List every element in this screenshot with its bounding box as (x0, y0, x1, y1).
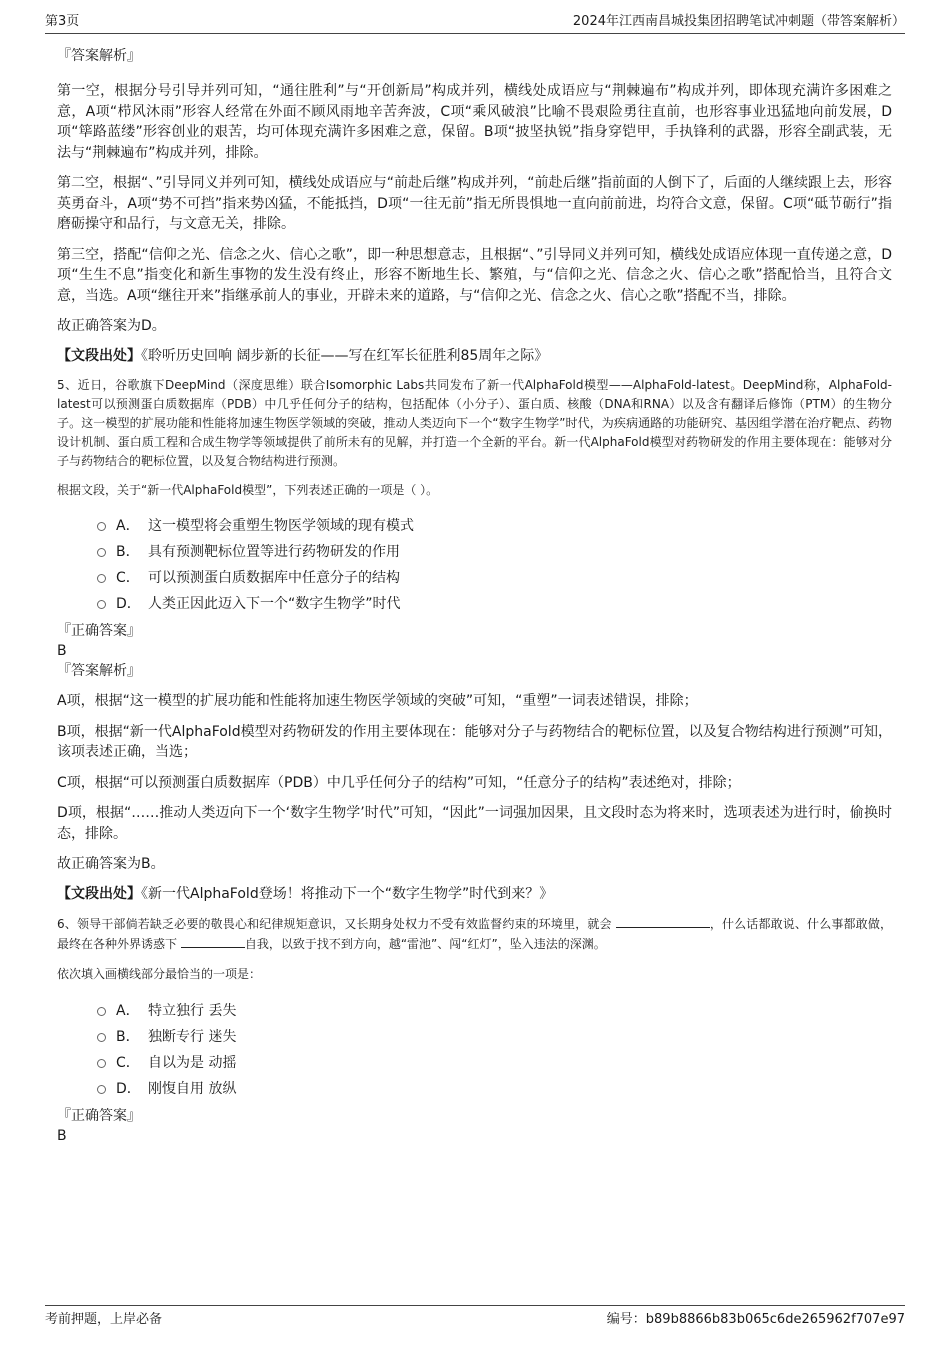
analysis-paragraph-3: 第三空，搭配“信仰之光、信念之火、信心之歌”，即一种思想意志，且根据“、”引导同义并列可知，横线处成语应体现一直传递之意，D项“生生不息”指变化和新生事物的发生没有终止，形容不断地生长、繁殖，与“信仰之光、信念之火、信心之歌”搭配恰当，且符合文意，当选。A项“继往开来”指继承前人的事业，开辟未来的道路，与“信仰之光、信念之火、信心之歌”搭配不当，排除。 (57, 246, 892, 304)
radio-icon[interactable] (97, 548, 106, 557)
analysis-label: 『答案解析』 (57, 663, 141, 679)
option-a[interactable]: A． 特立独行 丢失 (97, 998, 892, 1024)
question-6-prompt: 依次填入画横线部分最恰当的一项是： (57, 967, 262, 981)
source-title: 《新一代AlphaFold登场！将推动下一个“数字生物学”时代到来？》 (141, 886, 554, 902)
analysis-conclusion: 故正确答案为D。 (57, 318, 166, 334)
source-line (57, 884, 892, 904)
analysis-item-b: B项，根据“新一代AlphaFold模型对药物研发的作用主要体现在：能够对分子与药物结合的靶标位置，以及复合物结构进行预测”可知，该项表述正确，当选； (57, 723, 892, 760)
source-label: 【文段出处】 (57, 886, 141, 902)
blank-line (181, 934, 245, 948)
page-content (57, 42, 892, 1146)
correct-answer-value: B (57, 643, 67, 659)
analysis-paragraph-1: 第一空，根据分号引导并列可知，“通往胜利”与“开创新局”构成并列，横线处成语应与“荆棘遍布”构成并列，即体现充满许多困难之意，A项“栉风沐雨”形容人经常在外面不顾风雨地辛苦奔波，C项“乘风破浪”比喻不畏艰险勇往直前，也形容事业迅猛地向前发展，D项“筚路蓝缕”形容创业的艰苦，均可体现充满许多困难之意，保留。B项“披坚执锐”指身穿铠甲，手执锋利的武器，形容全副武装，无法与“荆棘遍布”构成并列，排除。 (57, 83, 892, 161)
question-6-options (57, 998, 892, 1102)
correct-answer-value: B (57, 1128, 67, 1144)
radio-icon[interactable] (97, 574, 106, 583)
page-header (45, 13, 905, 34)
radio-icon[interactable] (97, 522, 106, 531)
radio-icon[interactable] (97, 1085, 106, 1094)
document-title: 2024年江西南昌城投集团招聘笔试冲刺题（带答案解析） (572, 14, 905, 29)
source-line (57, 346, 892, 366)
option-b[interactable]: B． 具有预测靶标位置等进行药物研发的作用 (97, 539, 892, 565)
radio-icon[interactable] (97, 1007, 106, 1016)
analysis-conclusion: 故正确答案为B。 (57, 856, 165, 872)
analysis-label: 『答案解析』 (57, 48, 141, 64)
question-5-stem: 5、近日，谷歌旗下DeepMind（深度思维）联合Isomorphic Labs共同发布了新一代AlphaFold模型——AlphaFold-latest。DeepMind称，AlphaFold-latest可以预测蛋白质数据库（PDB）中几乎任何分子的结构，包括配体（小分子）、蛋白质、核酸（DNA和RNA）以及含有翻译后修饰（PTM）的生物分子。这一模型的扩展功能和性能将加速生物医学领域的突破，推动人类迈向下一个“数字生物学”时代，为疾病通路的功能研究、基因组学潜在治疗靶点、药物设计机制、蛋白质工程和合成生物学等领域提供了前所未有的见解，并打造一个全新的平台。新一代AlphaFold模型对药物研发的作用主要体现在：能够对分子与药物结合的靶标位置，以及复合物结构进行预测。 (57, 378, 892, 468)
radio-icon[interactable] (97, 600, 106, 609)
correct-answer-label: 『正确答案』 (57, 1108, 141, 1124)
source-title: 《聆听历史回响 阔步新的长征——写在红军长征胜利85周年之际》 (141, 348, 549, 364)
option-d[interactable]: D． 人类正因此迈入下一个“数字生物学”时代 (97, 591, 892, 617)
option-c[interactable]: C． 自以为是 动摇 (97, 1050, 892, 1076)
option-d[interactable]: D． 刚愎自用 放纵 (97, 1076, 892, 1102)
page-number: 第3页 (45, 14, 80, 29)
analysis-paragraph-2: 第二空，根据“、”引导同义并列可知，横线处成语应与“前赴后继”构成并列，“前赴后继”指前面的人倒下了，后面的人继续跟上去，形容英勇奋斗，A项“势不可挡”指来势凶猛，不能抵挡，D项“一往无前”指无所畏惧地一直向前前进，均符合文意，保留。C项“砥节砺行”指磨砺操守和品行，与文意无关，排除。 (57, 175, 892, 232)
question-5-options (57, 513, 892, 617)
option-c[interactable]: C． 可以预测蛋白质数据库中任意分子的结构 (97, 565, 892, 591)
correct-answer-label: 『正确答案』 (57, 623, 141, 639)
analysis-item-a: A项，根据“这一模型的扩展功能和性能将加速生物医学领域的突破”可知，“重塑”一词表述错误，排除； (57, 693, 698, 709)
page-footer (45, 1305, 905, 1330)
analysis-item-c: C项，根据“可以预测蛋白质数据库（PDB）中几乎任何分子的结构”可知，“任意分子的结构”表述绝对，排除； (57, 774, 741, 791)
question-6-stem: 6、领导干部倘若缺乏必要的敬畏心和纪律规矩意识，又长期身处权力不受有效监督约束的环境里，就会 ，什么话都敢说、什么事都敢做，最终在各种外界诱惑下 自我，以致于找不到方向，越“雷池”、闯“红灯”，坠入违法的深渊。 (57, 914, 892, 954)
source-label: 【文段出处】 (57, 348, 141, 364)
option-a[interactable]: A． 这一模型将会重塑生物医学领域的现有模式 (97, 513, 892, 539)
question-5-prompt: 根据文段，关于“新一代AlphaFold模型”，下列表述正确的一项是（ ）。 (57, 483, 439, 497)
blank-line (616, 914, 710, 928)
option-b[interactable]: B． 独断专行 迷失 (97, 1024, 892, 1050)
radio-icon[interactable] (97, 1059, 106, 1068)
document-code: 编号：b89b8866b83b065c6de265962f707e97 (606, 1312, 905, 1327)
radio-icon[interactable] (97, 1033, 106, 1042)
footer-slogan: 考前押题，上岸必备 (45, 1312, 163, 1327)
analysis-item-d: D项，根据“……推动人类迈向下一个‘数字生物学’时代”可知，“因此”一词强加因果，且文段时态为将来时，选项表述为进行时，偷换时态，排除。 (57, 805, 892, 842)
